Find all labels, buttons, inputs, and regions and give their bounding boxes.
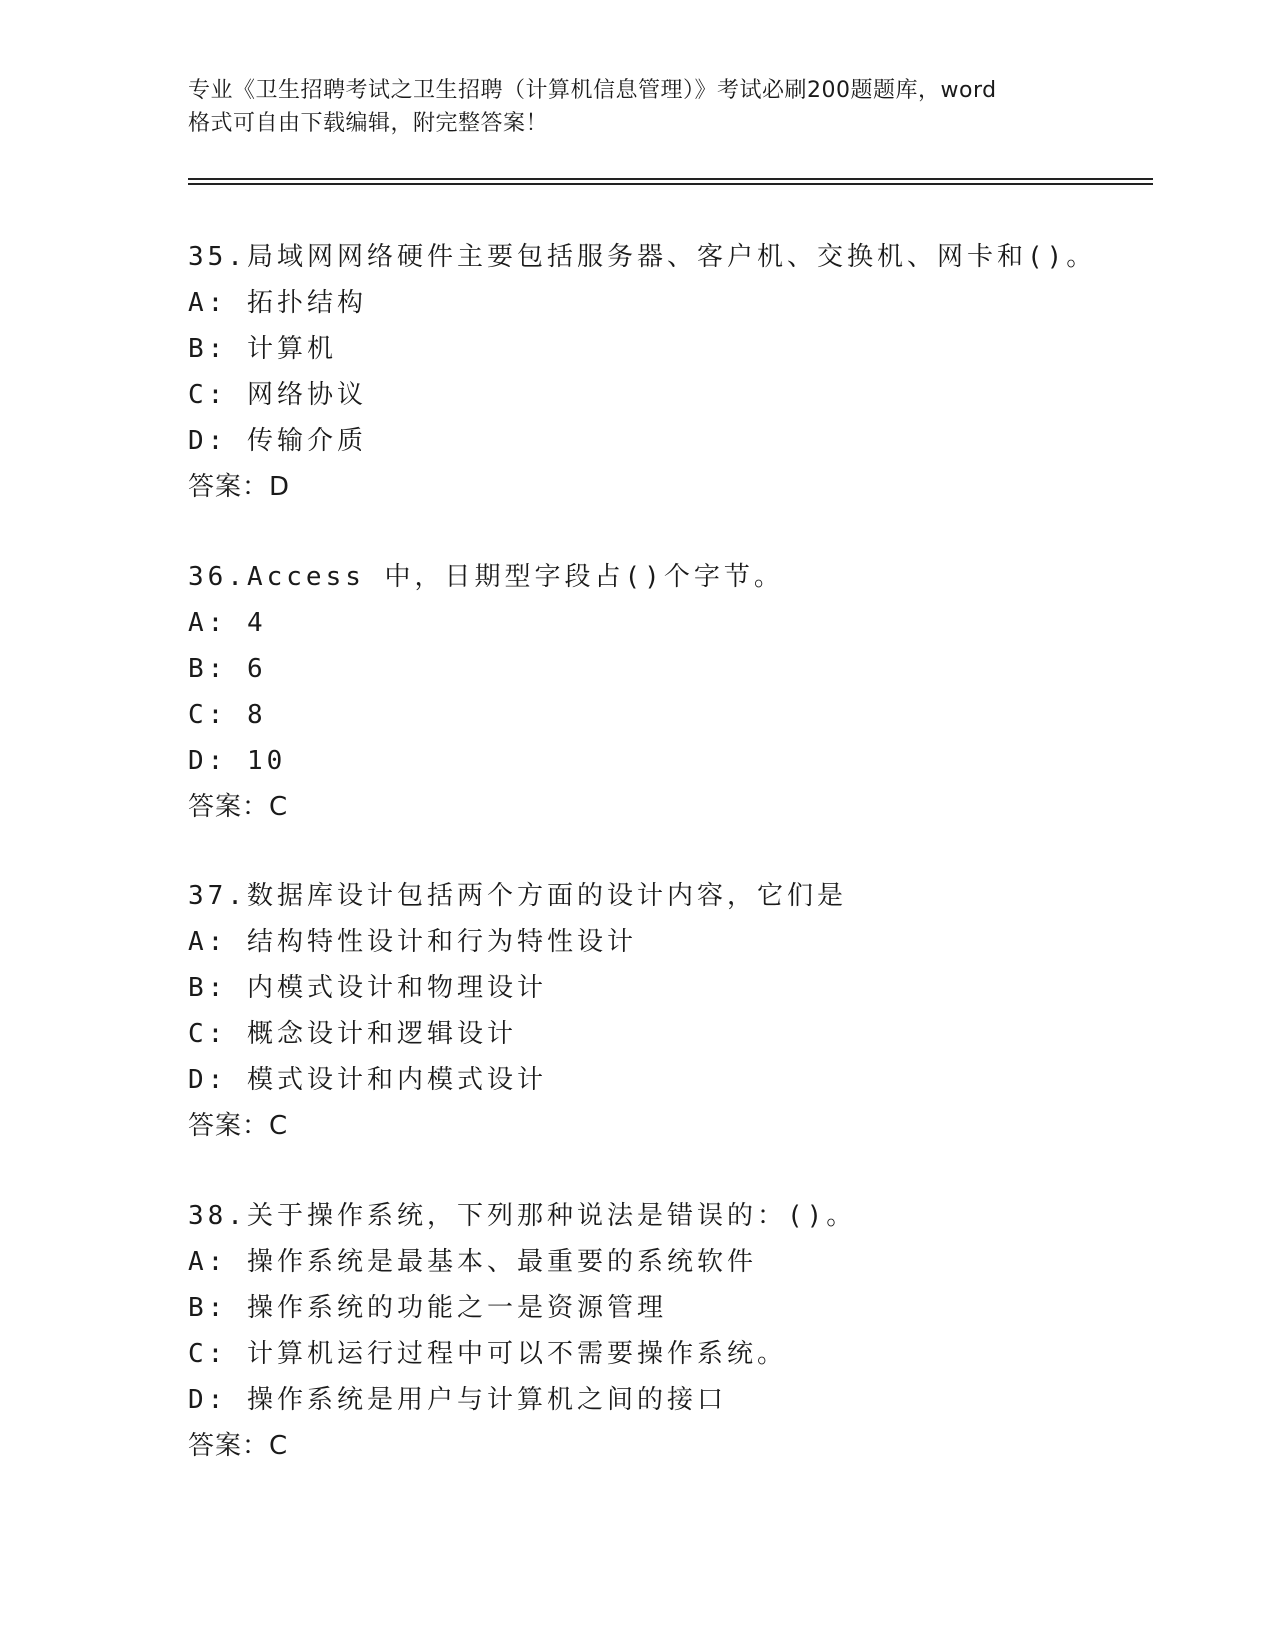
option-c: C: 网络协议	[188, 380, 367, 410]
option-b: B: 6	[188, 654, 267, 684]
document-header	[188, 74, 1088, 140]
option-a: A: 4	[188, 608, 267, 638]
answer: 答案：D	[188, 472, 291, 502]
answer: 答案：C	[188, 1111, 289, 1141]
question-37	[188, 873, 1168, 1149]
header-divider-top	[188, 178, 1153, 180]
option-c: C: 8	[188, 700, 267, 730]
option-b: B: 计算机	[188, 334, 337, 364]
question-stem: 35.局域网网络硬件主要包括服务器、客户机、交换机、网卡和()。	[188, 242, 1097, 272]
option-c: C: 计算机运行过程中可以不需要操作系统。	[188, 1339, 787, 1369]
option-d: D: 传输介质	[188, 426, 367, 456]
option-d: D: 操作系统是用户与计算机之间的接口	[188, 1385, 727, 1415]
option-b: B: 内模式设计和物理设计	[188, 973, 547, 1003]
option-a: A: 结构特性设计和行为特性设计	[188, 927, 637, 957]
question-stem: 36.Access 中，日期型字段占()个字节。	[188, 562, 784, 592]
option-a: A: 拓扑结构	[188, 288, 367, 318]
option-d: D: 10	[188, 746, 287, 776]
header-line-2: 格式可自由下载编辑，附完整答案！	[188, 111, 549, 136]
question-stem: 38.关于操作系统，下列那种说法是错误的：()。	[188, 1201, 857, 1231]
header-line-1: 专业《卫生招聘考试之卫生招聘（计算机信息管理）》考试必刷200题题库，word	[188, 78, 997, 103]
question-36	[188, 554, 1168, 830]
header-divider-bottom	[188, 183, 1153, 185]
option-a: A: 操作系统是最基本、最重要的系统软件	[188, 1247, 757, 1277]
option-c: C: 概念设计和逻辑设计	[188, 1019, 517, 1049]
answer: 答案：C	[188, 792, 289, 822]
question-38	[188, 1193, 1168, 1469]
option-b: B: 操作系统的功能之一是资源管理	[188, 1293, 667, 1323]
option-d: D: 模式设计和内模式设计	[188, 1065, 547, 1095]
question-35	[188, 234, 1168, 510]
answer: 答案：C	[188, 1431, 289, 1461]
question-stem: 37.数据库设计包括两个方面的设计内容，它们是	[188, 881, 847, 911]
